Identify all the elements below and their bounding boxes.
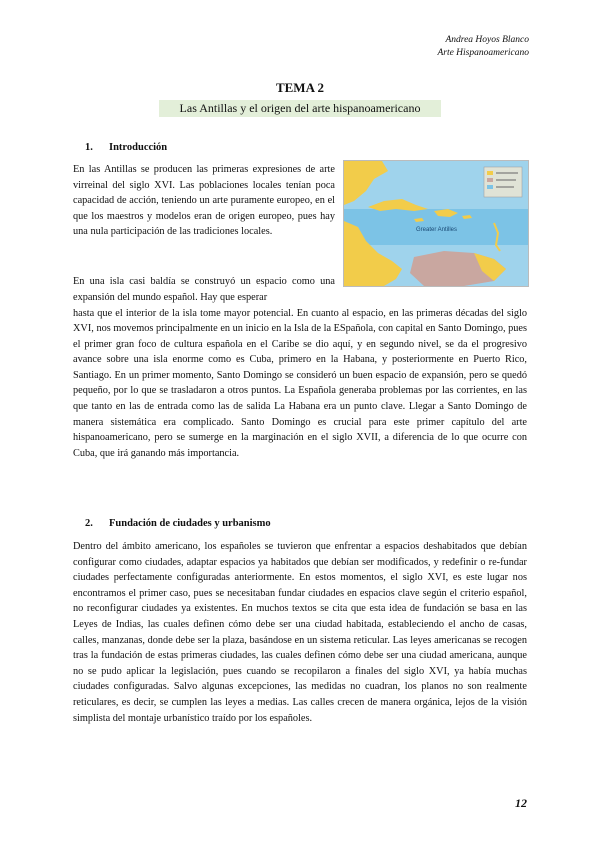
legend-swatch [487,185,493,189]
page-number: 12 [515,796,527,810]
legend-swatch [487,171,493,175]
antilles-map-image [343,160,529,287]
section-title: Introducción [109,142,168,153]
section-title: Fundación de ciudades y urbanismo [109,518,271,529]
map-label-greater-antilles: Greater Antilles [416,227,458,233]
section-number: 1. [85,142,93,153]
page-subtitle: Las Antillas y el origen del arte hispanoamericano [159,100,441,117]
paragraph: En una isla casi baldía se construyó un espacio como una expansión del mundo español. Hay que esperar [73,276,335,303]
paragraph: En las Antillas se producen las primeras expresiones de arte virreinal del siglo XVI. Las poblaciones locales tenían poca capacidad de acción, teniendo un arte puramente europeo, en el que los maestros y modelos eran de origen europeo, pues hay una nula participación de las tradiciones locales. [73,164,335,238]
paragraph: hasta que el interior de la isla tome mayor potencial. En cuanto al espacio, en las primeras décadas del siglo XVI, nos movemos principalmente en un inicio en la Isla de la ESpañola, con capital en Santo Domingo, pues el primer gran foco de cultura española en el Caribe se dio aquí, y en segundo nivel, se da el progresivo avance sobre una isla enorme como es Cuba, primero en la Habana, y posteriormente en Puerto Rico, Santiago. En un primer momento, Santo Domingo se consideró un buen espacio de expansión, pero se quedó pequeño, por lo que se trasladaron a otros puntos. La Española generaba problemas por las corrientes, en las que tanto en las de entrada como las de salida La Habana era un punto clave. Llegar a Santo Domingo de manera sistemática era complicado. Santo Domingo es crucial para este primer capítulo del arte hispanoamericano, pero se sumerge en la marginación en el siglo XVII, a diferencia de lo que ocurre con Cuba, que irá ganando más importancia. [73,307,527,459]
section-heading-fundacion [85,518,271,529]
legend-swatch [487,178,493,182]
page-title: TEMA 2 [275,80,325,95]
header-author: Andrea Hoyos Blanco [445,35,529,45]
header-course: Arte Hispanoamericano [437,48,529,58]
section-heading-introduccion [85,142,167,153]
paragraph: Dentro del ámbito americano, los españoles se tuvieron que enfrentar a espacios deshabitados que debían configurar como ciudades, adaptar espacios ya habitados que debían ser modificados, y redefinir o re-fundar ciudades perfectamente configuradas anteriormente. En estos momentos, el siglo XVI, es este lugar nos encontramos el primer caso, pues se necesitaban fundar ciudades en espacios clave según el criterio español, no reconfigurar ciudades ya existentes. En muchos textos se cita que esta idea de fundación se basa en las Leyes de Indias, las cuales definen cómo debe ser una ciudad habitada, estableciendo el ancho de casas, calles, manzanas, donde debe ser la plaza, basándose en un sistema reticular. Las leyes americanas se recogen tras la fundación de estas primeras ciudades, las cuales definen cómo debe ser una ciudad americana, aunque no se pudo aplicar la legislación, pues cuando se recopilaron a finales del siglo XVI, ya había muchas ciudades configuradas. Salvo algunas excepciones, las medidas no cuadran, los planos no son realmente reticulares, es decir, se cumplen las leyes a medias. Las calles crecen de manera orgánica, lejos de la visión simplista del montaje urbanístico traído por los españoles. [73,541,527,724]
map-graphic [344,161,528,286]
section-number: 2. [85,518,93,529]
